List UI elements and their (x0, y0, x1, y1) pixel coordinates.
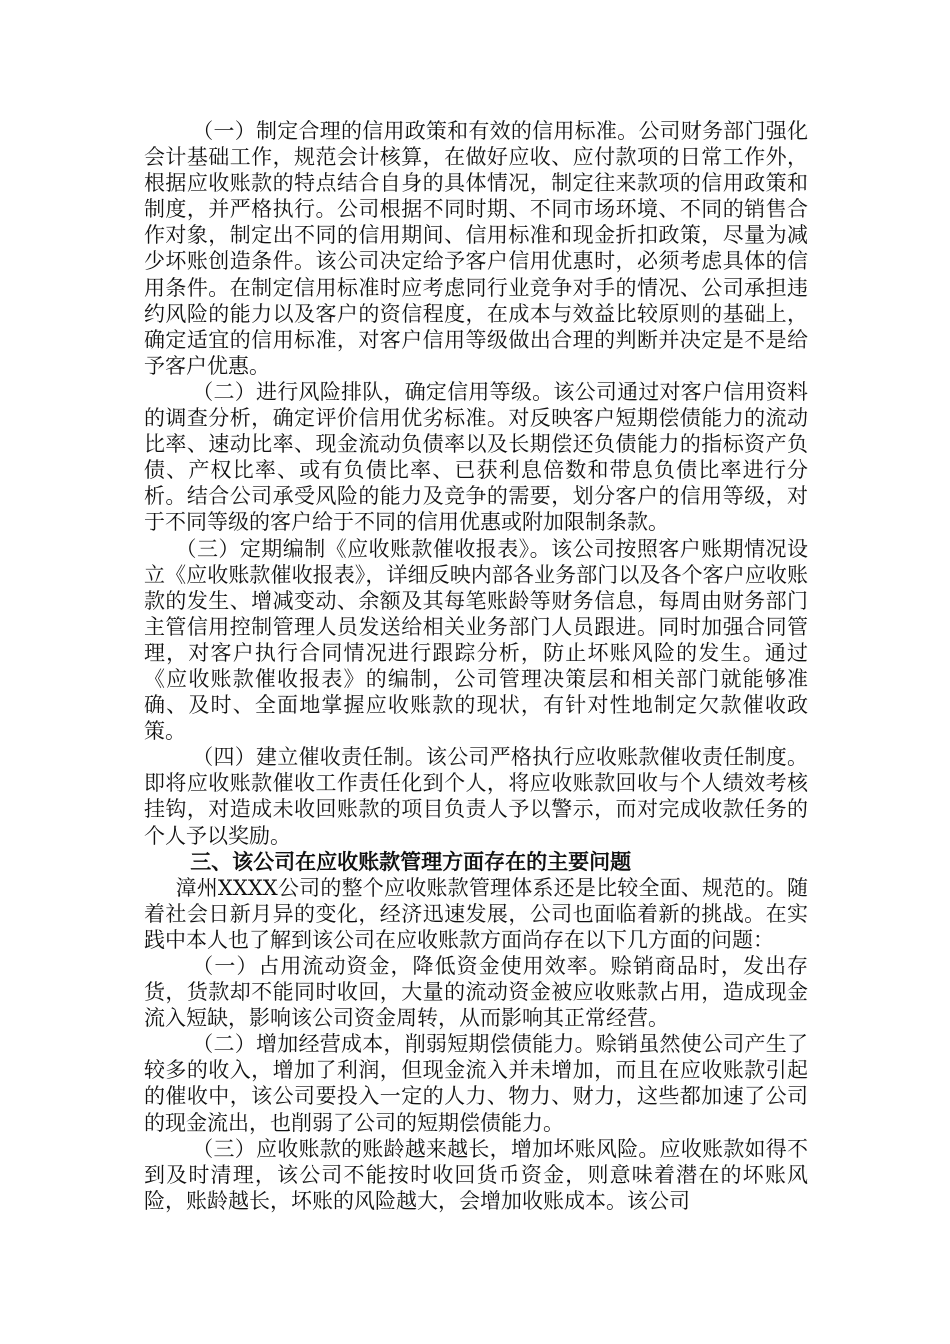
paragraph-risk-ranking: （二）进行风险排队，确定信用等级。该公司通过对客户信用资料的调查分析，确定评价信用优劣标准。对反映客户短期偿债能力的流动比率、速动比率、现金流动负债率以及长期偿还负债能力的指标资产负债、产权比率、或有负债比率、已获利息倍数和带息负债比率进行分析。结合公司承受风险的能力及竞争的需要，划分客户的信用等级，对于不同等级的客户给于不同的信用优惠或附加限制条款。 (144, 379, 808, 535)
paragraph-collection-responsibility: （四）建立催收责任制。该公司严格执行应收账款催收责任制度。即将应收账款催收工作责任化到个人，将应收账款回收与个人绩效考核挂钩，对造成未收回账款的项目负责人予以警示，而对完成收款任务的个人予以奖励。 (144, 745, 808, 848)
paragraph-problems-intro: 漳州XXXX公司的整个应收账款管理体系还是比较全面、规范的。随着社会日新月异的变化，经济迅速发展，公司也面临着新的挑战。在实践中本人也了解到该公司在应收账款方面尚存在以下几方面的问题： (144, 875, 808, 952)
paragraph-problem-operating-cost: （二）增加经营成本，削弱短期偿债能力。赊销虽然使公司产生了较多的收入，增加了利润，但现金流入并未增加，而且在应收账款引起的催收中，该公司要投入一定的人力、物力、财力，这些都加速了公司的现金流出，也削弱了公司的短期偿债能力。 (144, 1032, 808, 1135)
paragraph-problem-working-capital: （一）占用流动资金，降低资金使用效率。赊销商品时，发出存货，货款却不能同时收回，大量的流动资金被应收账款占用，造成现金流入短缺，影响该公司资金周转，从而影响其正常经营。 (144, 954, 808, 1031)
paragraph-problem-aging: （三）应收账款的账龄越来越长，增加坏账风险。应收账款如得不到及时清理，该公司不能按时收回货币资金，则意味着潜在的坏账风险，账龄越长，坏账的风险越大，会增加收账成本。该公司 (144, 1136, 808, 1213)
paragraph-collection-report: （三）定期编制《应收账款催收报表》。该公司按照客户账期情况设立《应收账款催收报表》，详细反映内部各业务部门以及各个客户应收账款的发生、增减变动、余额及其每笔账龄等财务信息，每周由财务部门主管信用控制管理人员发送给相关业务部门人员跟进。同时加强合同管理，对客户执行合同情况进行跟踪分析，防止坏账风险的发生。通过《应收账款催收报表》的编制，公司管理决策层和相关部门就能够准确、及时、全面地掌握应收账款的现状，有针对性地制定欠款催收政策。 (144, 536, 808, 744)
section-heading-main-problems: 三、该公司在应收账款管理方面存在的主要问题 (190, 848, 632, 874)
document-body (144, 118, 808, 1214)
paragraph-credit-policy: （一）制定合理的信用政策和有效的信用标准。公司财务部门强化会计基础工作，规范会计核算，在做好应收、应付款项的日常工作外，根据应收账款的特点结合自身的具体情况，制定往来款项的信用政策和制度，并严格执行。公司根据不同时期、不同市场环境、不同的销售合作对象，制定出不同的信用期间、信用标准和现金折扣政策，尽量为减少坏账创造条件。该公司决定给予客户信用优惠时，必须考虑具体的信用条件。在制定信用标准时应考虑同行业竞争对手的情况、公司承担违约风险的能力以及客户的资信程度，在成本与效益比较原则的基础上，确定适宜的信用标准，对客户信用等级做出合理的判断并决定是不是给予客户优惠。 (144, 119, 808, 378)
